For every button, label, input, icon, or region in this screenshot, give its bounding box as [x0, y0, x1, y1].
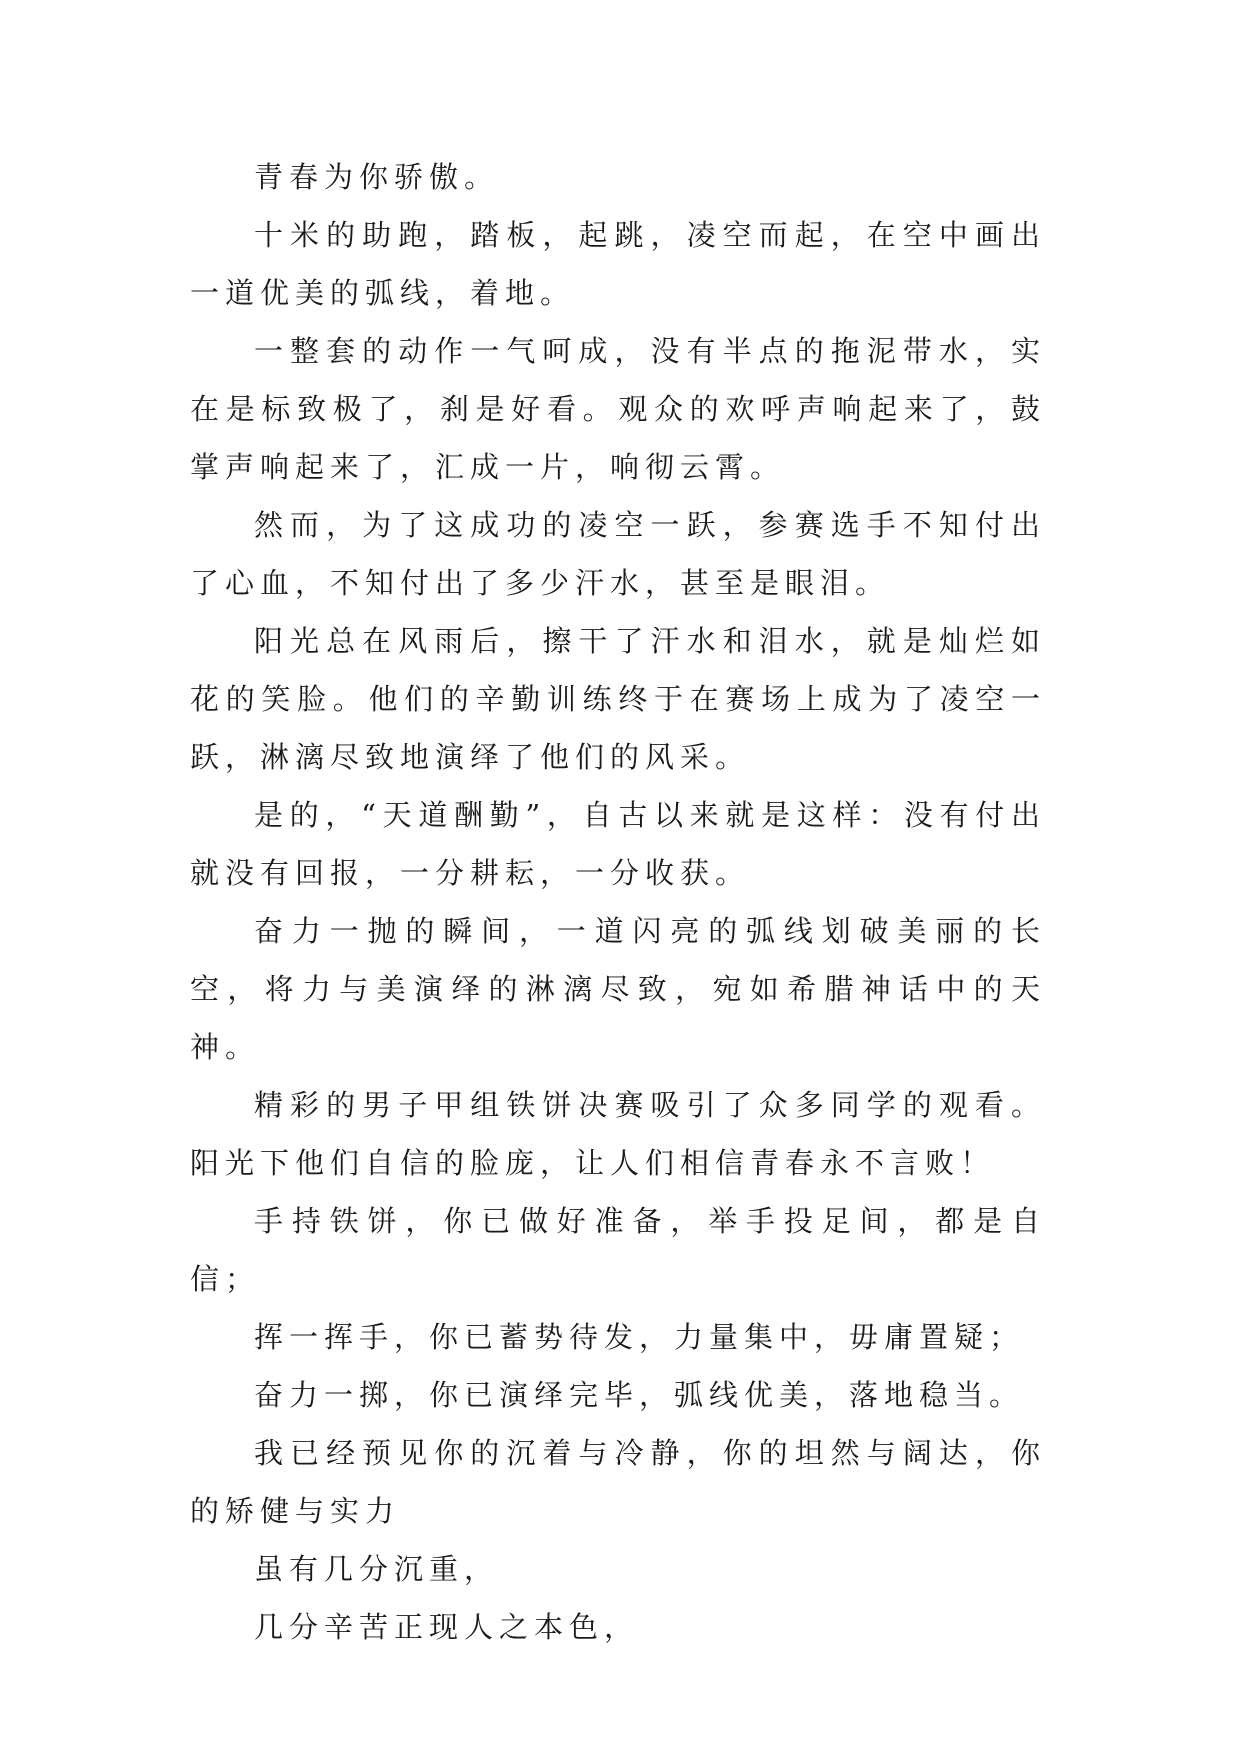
paragraph: 然而，为了这成功的凌空一跃，参赛选手不知付出了心血，不知付出了多少汗水，甚至是眼泪。 — [190, 508, 1046, 600]
paragraph: 十米的助跑，踏板，起跳，凌空而起，在空中画出一道优美的弧线，着地。 — [190, 218, 1046, 310]
paragraph: 虽有几分沉重， — [254, 1552, 500, 1586]
paragraph: 奋力一掷，你已演绎完毕，弧线优美，落地稳当。 — [254, 1378, 1025, 1412]
paragraph: 我已经预见你的沉着与冷静，你的坦然与阔达，你的矫健与实力 — [190, 1436, 1046, 1528]
paragraph: 一整套的动作一气呵成，没有半点的拖泥带水，实在是标致极了，刹是好看。观众的欢呼声响起来了，鼓掌声响起来了，汇成一片，响彻云霄。 — [190, 334, 1046, 484]
paragraph: 挥一挥手，你已蓄势待发，力量集中，毋庸置疑； — [254, 1320, 1025, 1354]
paragraph: 青春为你骄傲。 — [254, 160, 500, 194]
paragraph: 是的，“天道酬勤”，自古以来就是这样：没有付出就没有回报，一分耕耘，一分收获。 — [190, 798, 1046, 890]
paragraph: 几分辛苦正现人之本色， — [254, 1610, 640, 1644]
paragraph: 手持铁饼，你已做好准备，举手投足间，都是自信； — [190, 1204, 1046, 1296]
article-body — [190, 148, 1046, 1656]
paragraph: 精彩的男子甲组铁饼决赛吸引了众多同学的观看。阳光下他们自信的脸庞，让人们相信青春永不言败！ — [190, 1088, 1046, 1180]
paragraph: 奋力一抛的瞬间，一道闪亮的弧线划破美丽的长空，将力与美演绎的淋漓尽致，宛如希腊神话中的天神。 — [190, 914, 1046, 1064]
paragraph: 阳光总在风雨后，擦干了汗水和泪水，就是灿烂如花的笑脸。他们的辛勤训练终于在赛场上成为了凌空一跃，淋漓尽致地演绎了他们的风采。 — [190, 624, 1046, 774]
